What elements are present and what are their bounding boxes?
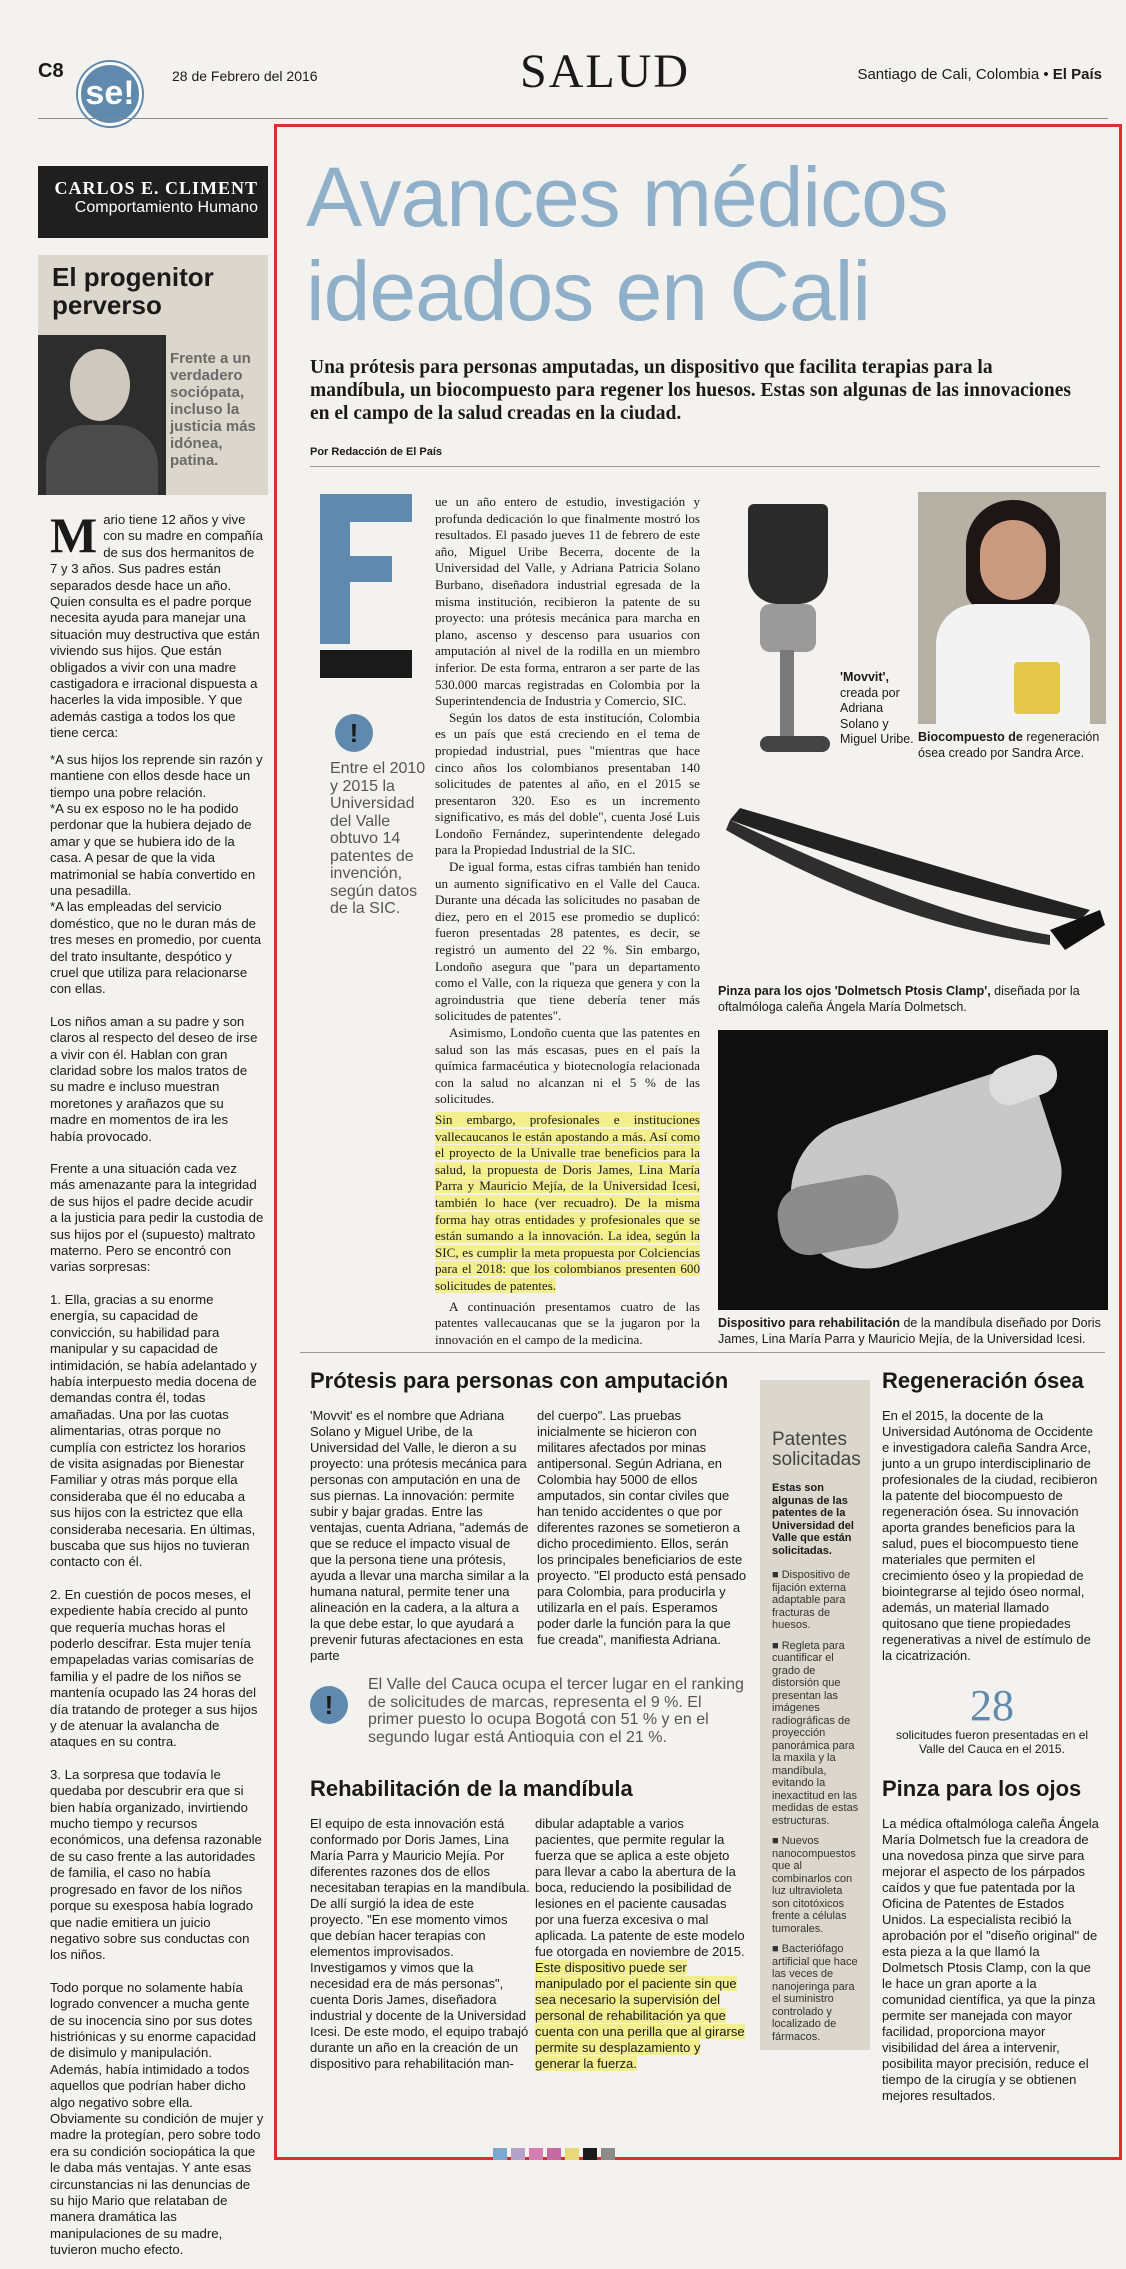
body-paragraph-5: [435, 1112, 700, 1295]
pinza-caption-text: diseñada por la oftalmóloga caleña Ángela María Dolmetsch.: [718, 984, 1080, 1014]
left-paragraph-9: 3. La sorpresa que todavía le quedaba por descubrir era que si bien había organizado, invirtiendo mucho tiempo y recursos económicos, una defensa razonable de su caso frente a las autoridades de familia, el caso no había progresado en favor de los niños porque su exesposa había logrado que nadie emitiera un juicio negativo sobre sus conductas con los niños.: [50, 1766, 262, 1963]
sidebar-item: ■ Nuevos nanocompuestos que al combinarlos con luz ultravioleta son citotóxicos frente a células tumorales.: [772, 1835, 856, 1935]
left-paragraph-8: 2. En cuestión de pocos meses, el expediente había crecido al punto que requería muchas horas el poderlo descifrar. Esta mujer tenía empapeladas varias comisarías de familia y el padre de los niños se mantenía ocupado las 24 horas del día tratando de proteger a sus hijos y de atenuar la avalancha de ataques en su contra.: [50, 1586, 258, 1750]
location-text: Santiago de Cali, Colombia •: [857, 66, 1053, 83]
sidebar-title: Patentes solicitadas: [772, 1429, 861, 1470]
article-deck: Una prótesis para personas amputadas, un dispositivo que facilita terapias para la mandíbula, un biocompuesto para regener los huesos. Estas son algunas de las innovaciones en el campo de la salud creadas en la ciudad.: [310, 357, 1072, 424]
pinza-photo: [720, 800, 1110, 970]
biocompuesto-caption: [918, 730, 1108, 761]
drop-cap-f-mid: [320, 556, 392, 582]
newspaper-name: El País: [1052, 66, 1102, 83]
left-paragraph-4: *A las empleadas del servicio doméstico, que no le duran más de tres meses en promedio, por cuenta del trato insultante, despótico y cruel que utiliza para relacionarse con ellas.: [50, 899, 262, 997]
se-logo-text: se!: [85, 74, 135, 112]
prosthesis-foot: [760, 736, 830, 752]
left-paragraph-1: [50, 507, 264, 742]
header-date: 28 de Febrero del 2016: [172, 68, 318, 84]
author-name: CARLOS E. CLIMENT: [54, 178, 258, 198]
big-stat-number: 28: [970, 1681, 1014, 1730]
author-banner: [38, 166, 268, 238]
protesis-col-2: del cuerpo". Las pruebas inicialmente se hicieron con militares afectados por minas antipersonal. Según Adriana, en Colombia hay 5000 de ellos amputados, sin contar civiles que han tenido accidentes o que por diferentes razones se sometieron a dicho procedimiento. Ellos, serán los principales beneficiarios de este proyecto. "El producto está pensado para Colombia, para producirla y utilizarla en el país. Esperamos poder darle la función para la que fue creada", manifiesta Adriana.: [537, 1408, 747, 1647]
mandibula-col-2: [535, 1816, 745, 2072]
prosthesis-knee: [760, 604, 816, 652]
byline-rule: [310, 466, 1100, 467]
se-logo: [78, 62, 142, 126]
sidebar-list: [760, 1557, 870, 2043]
drop-cap-rule: [320, 650, 412, 678]
movvit-photo: [730, 500, 840, 760]
sidebar-item-text: Nuevos nanocompuestos que al combinarlos con luz ultravioleta son citotóxicos frente a células tumorales.: [772, 1835, 856, 1935]
mandibula-col-2-text: dibular adaptable a varios pacientes, que permite regular la fuerza que se aplica a este objeto para llevar a cabo la abertura de la boca, reduciendo la posibilidad de lesiones en el paciente causadas por una fuerza excesiva o mal aplicada. La patente de este modelo fue otorgada en noviembre de 2015.: [535, 1816, 745, 1959]
header-location: [857, 66, 1102, 83]
author-photo: [38, 335, 166, 495]
drop-cap-f: [320, 494, 412, 644]
author-section: Comportamiento Humano: [74, 199, 258, 216]
pinza-title: Pinza para los ojos: [882, 1776, 1082, 1801]
page-number: C8: [38, 60, 64, 82]
body-paragraph-2: Según los datos de esta institución, Colombia es un país que está creciendo en el tema de propiedad industrial, pues "mientras que hace cinco años los colombianos presentaban 140 solicitudes de patentes al año, en el 2015 se presentaron 320. Eso es un incremento significativo, es más del doble", cuenta José Luis Londoño Fernández, superintendente delegado para la Propiedad Industrial de la SIC.: [435, 709, 700, 858]
dispositivo-caption-text: de la mandíbula diseñado por Doris James, Lina María Parra y Mauricio Mejía, de la Universidad Icesi.: [718, 1316, 1101, 1346]
dispositivo-caption-bold: Dispositivo para rehabilitación: [718, 1316, 900, 1330]
scientist-coat: [936, 604, 1090, 724]
fact-icon: [335, 714, 373, 752]
stat-text: El Valle del Cauca ocupa el tercer lugar en el ranking de solicitudes de marcas, representa el 9 %. El primer puesto lo ocupa Bogotá con 51 % y en el segundo lugar está Antioquia con el 21 %.: [368, 1676, 744, 1746]
mandibula-highlight: Este dispositivo puede ser manipulado por el paciente sin que sea necesario la supervisión del personal de rehabilitación ya que cuenta con una perilla que al girarse permite su desplazamiento y generar la fuerza.: [535, 1960, 745, 2071]
registration-swatch: [493, 2148, 507, 2160]
stat-icon-glyph: !: [324, 1690, 334, 1720]
left-paragraph-5: Los niños aman a su padre y son claros al respecto del deseo de irse a vivir con él. Hablan con gran claridad sobre los malos tratos de su madre e incluso muestran moretones y arañazos que su madre en momentos de ira les había provocado.: [50, 1013, 258, 1144]
regeneracion-title: Regeneración ósea: [882, 1368, 1084, 1393]
drop-cap-f-top: [320, 494, 412, 522]
fact-text: Entre el 2010 y 2015 la Universidad del Valle obtuvo 14 patentes de invención, según datos de la SIC.: [330, 760, 426, 917]
left-paragraph-2: *A sus hijos los reprende sin razón y mantiene con ellos desde hace un tiempo una pobre relación.: [50, 751, 263, 800]
author-photo-body: [46, 425, 158, 495]
sidebar-item: ■ Bacteriófago artificial que hace las veces de nanojeringa para el suministro controlado y localizado de fármacos.: [772, 1943, 858, 2043]
registration-swatch: [547, 2148, 561, 2160]
column-title: El progenitor perverso: [52, 262, 214, 320]
clamp-lower-arm: [726, 820, 1050, 945]
body-highlight: Sin embargo, profesionales e instituciones vallecaucanos le están apostando a más. Así como el proyecto de la Univalle trae beneficios para la salud, la propuesta de Doris James, Lina María Parra y Mauricio Mejía, de la Universidad Icesi, también lo hace (ver recuadro). De la misma forma hay otras entidades y profesionales que se están sumando a la innovación. La idea, según la SIC, es cumplir la meta propuesta por Colciencias para el 2018: que los colombianos presenten 600 solicitudes de patentes.: [435, 1111, 700, 1293]
column-title-box: [38, 255, 268, 495]
movvit-caption-bold: 'Movvit',: [840, 670, 890, 684]
section-title: SALUD: [520, 45, 691, 98]
sidebar-item: ■ Dispositivo de fijación externa adaptable para fracturas de huesos.: [772, 1569, 851, 1631]
left-paragraph-7: 1. Ella, gracias a su enorme energía, su capacidad de convicción, su habilidad para manipular y su capacidad de intimidación, se había adelantado y había interpuesto media docena de demandas contra él, todas amañadas. Una por las cuotas alimentarias, otras porque no cumplía con estrictez los horarios de visita asignadas por Bienestar Familiar y otras más porque ella consideraba que él no educaba a sus hijos con la estrictez que ella consideraba necesaria. En últimas, buscaba que sus hijos no tuvieran contacto con él.: [50, 1291, 257, 1570]
stat-icon: [310, 1686, 348, 1724]
left-paragraph-6: Frente a una situación cada vez más amenazante para la integridad de sus hijos el padre decide acudir a la justicia para pedir la custodia de sus hijos por el (supuesto) maltrato materno. Pero se encontró con varias sorpresas:: [50, 1161, 264, 1275]
drop-cap: M: [50, 507, 98, 563]
body-paragraph-3: De igual forma, estas cifras también han tenido un aumento significativo en el Valle del Cauca. Durante una década las solicitudes no pasaban de diez, pero en el 2015 ese promedio se duplicó: fueron presentadas 28 patentes, es decir, se registró un aumento del 22 %. Sin embargo, Londoño asegura que "para un departamento como el Valle, con la riqueza que genera y con la agroindustria que tiene debería tener más solicitudes de patentes".: [435, 859, 700, 1024]
author-photo-head: [70, 349, 130, 421]
movvit-caption: [840, 670, 920, 748]
registration-swatch: [529, 2148, 543, 2160]
sidebar-item-text: Bacteriófago artificial que hace las veces de nanojeringa para el suministro controlado y localizado de fármacos.: [772, 1943, 858, 2043]
movvit-caption-text: creada por Adriana Solano y Miguel Uribe.: [840, 685, 914, 746]
mandibula-col-1: El equipo de esta innovación está conformado por Doris James, Lina María Parra y Mauricio Mejía. Por diferentes razones dos de ellos necesitaban terapias en la mandíbula. De allí surgió la idea de este proyecto. "En ese momento vimos que debían hacer terapias con elementos improvisados. Investigamos y vimos que la necesidad era de más personas", cuenta Doris James, diseñadora industrial y docente de la Universidad Icesi. De este modo, el equipo trabajó durante un año en la creación de un dispositivo para rehabilitación man-: [310, 1816, 530, 2071]
protesis-title: Prótesis para personas con amputación: [310, 1368, 729, 1393]
pinza-caption-bold: Pinza para los ojos 'Dolmetsch Ptosis Clamp',: [718, 984, 991, 998]
scientist-face: [980, 520, 1046, 600]
dispositivo-caption: [718, 1316, 1113, 1347]
article-headline: [306, 150, 948, 338]
left-paragraph-3: *A su ex esposo no le ha podido perdonar que la hubiera dejado de amar y que se hubiera ido de la casa. A pesar de que la vida matrimonial se había convertido en una pesadilla.: [50, 800, 256, 898]
regeneracion-text: En el 2015, la docente de la Universidad Autónoma de Occidente e investigadora caleña Sandra Arce, junto a un grupo interdisciplinario de profesionales de la ciudad, recibieron la patente del biocompuesto de regeneración ósea. Su innovación aporta grandes beneficios para la salud, pues el biocompuesto tiene materiales que permiten el crecimiento óseo y la propiedad de biointegrarse al tejido óseo normal, además, un material llamado quitosano que tiene propiedades regenerativas a nivel de estímulo de la cicatrización.: [882, 1408, 1098, 1663]
pinza-text: La médica oftalmóloga caleña Ángela María Dolmetsch fue la creadora de una novedosa pinza que sirve para mejorar el aspecto de los párpados caídos y que fue patentada por la Oficina de Patentes de Estados Unidos. La especialista recibió la aprobación por el "diseño original" de esta pieza a la que llamó la Dolmetsch Ptosis Clamp, con la que le hace un gran aporte a la comunidad científica, ya que la pinza permite ser manejada con mayor facilidad, proporciona mayor visibilidad del área a intervenir, posibilita mayor precisión, reduce el tiempo de la cirugía y se obtienen mejores resultados.: [882, 1816, 1099, 2103]
pinza-caption: [718, 984, 1108, 1015]
body-paragraph-6: A continuación presentamos cuatro de las patentes vallecaucanas que se la jugaron por la innovación en el campo de la medicina.: [435, 1298, 700, 1347]
left-paragraph-1-text: ario tiene 12 años y vive con su madre en compañía de sus dos hermanitos de 7 y 3 años. Sus padres están separados desde hace un año. Quien consulta es el padre porque necesita ayuda para manejar una situación muy destructiva que están viviendo sus hijos. Que están obligados a vivir con una madre castigadora e irracional dispuesta a hacerles la vida imposible. Y que además castiga a todos los que tiene cerca:: [50, 512, 264, 741]
biocompuesto-photo: [918, 492, 1106, 724]
sample-jar: [1014, 662, 1060, 714]
protesis-col-1: 'Movvit' es el nombre que Adriana Solano y Miguel Uribe, de la Universidad del Valle, le dieron a su proyecto: una prótesis mecánica para personas con amputación en una de sus piernas. La innovación: permite subir y bajar gradas. Entre las ventajas, cuenta Adriana, "además de que se reduce el impacto visual de que la persona tiene una prótesis, ayuda a llevar una marcha similar a la humana natural, permite tener una alineación en la cadera, a la altura a la que debe estar, lo que ayudará a prevenir futuras afectaciones en esta parte: [310, 1408, 529, 1663]
prosthesis-shin: [780, 650, 794, 740]
headline-line-1: Avances médicos: [306, 150, 948, 244]
dispositivo-photo: [718, 1030, 1108, 1310]
left-column-text: [50, 507, 264, 2269]
column-pullquote: Frente a un verdadero sociópata, incluso la justicia más idónea, patina.: [170, 350, 256, 469]
color-registration-bar: [493, 2148, 615, 2160]
article-body: [435, 494, 700, 1358]
biocompuesto-caption-bold: Biocompuesto de: [918, 730, 1023, 744]
big-stat-text: solicitudes fueron presentadas en el Valle del Cauca en el 2015.: [895, 1728, 1089, 1756]
stat-box: [300, 1672, 750, 1762]
sidebar-item-text: Dispositivo de fijación externa adaptable para fracturas de huesos.: [772, 1569, 851, 1631]
article-byline: Por Redacción de El País: [310, 446, 443, 458]
left-paragraph-10: Todo porque no solamente había logrado convencer a mucha gente de su inocencia sino por sus dotes histriónicas y su enorme capacidad de disimulo y manipulación. Además, había intimidado a todos aquellos que podrían haber dicho algo negativo sobre ella. Obviamente su condición de mujer y madre la protegían, pero sobre todo era su condición sociopática la que le daba más ventajas. Y ante esas circunstancias ni las denuncias de su hijo Mario que relataban de manera dramática las manipulaciones de su madre, tuvieron mucho efecto.: [50, 1979, 264, 2258]
patentes-sidebar: [760, 1380, 870, 2050]
registration-swatch: [511, 2148, 525, 2160]
section-divider: [300, 1352, 1105, 1353]
headline-line-2: ideados en Cali: [306, 244, 871, 338]
registration-swatch: [565, 2148, 579, 2160]
registration-swatch: [583, 2148, 597, 2160]
sidebar-item: ■ Regleta para cuantificar el grado de distorsión que presentan las imágenes radiográficas de proyección panorámica para la maxila y la mandíbula, evitando la inexactitud en las medidas de estas estructuras.: [772, 1639, 859, 1827]
header-rule: [38, 118, 1108, 119]
mandibula-title: Rehabilitación de la mandíbula: [310, 1776, 633, 1801]
registration-swatch: [601, 2148, 615, 2160]
fact-icon-glyph: !: [349, 718, 359, 748]
body-paragraph-1: ue un año entero de estudio, investigación y profunda dedicación lo que finalmente mostró los resultados. El pasado jueves 11 de febrero de este año, Miguel Uribe Becerra, docente de la Universidad del Valle, y Adriana Patricia Solano Burbano, diseñadora industrial egresada de la misma institución, recibieron la patente de su proyecto: una prótesis mecánica para marcha en plano, ascenso y descenso para usuarios con amputación al nivel de la rodilla en un miembro inferior. De esta forma, entraron a ser parte de las 530.000 marcas registradas en Colombia por la Superintendencia de Industria y Comercio, SIC.: [435, 494, 700, 709]
prosthesis-socket: [748, 504, 828, 604]
biocompuesto-caption-text: regeneración ósea creado por Sandra Arce.: [918, 730, 1100, 760]
sidebar-item-text: Regleta para cuantificar el grado de distorsión que presentan las imágenes radiográficas de proyección panorámica para la maxila y la mandíbula, evitando la inexactitud en las medidas de estas estructuras.: [772, 1639, 859, 1827]
body-paragraph-4: Asimismo, Londoño cuenta que las patentes en salud son las más escasas, pues en el país la química farmacéutica y biotecnología relacionada con la salud no alcanzan ni el 5 % de las solicitudes.: [435, 1025, 700, 1107]
sidebar-intro: Estas son algunas de las patentes de la Universidad del Valle que están solicitadas.: [772, 1482, 854, 1557]
